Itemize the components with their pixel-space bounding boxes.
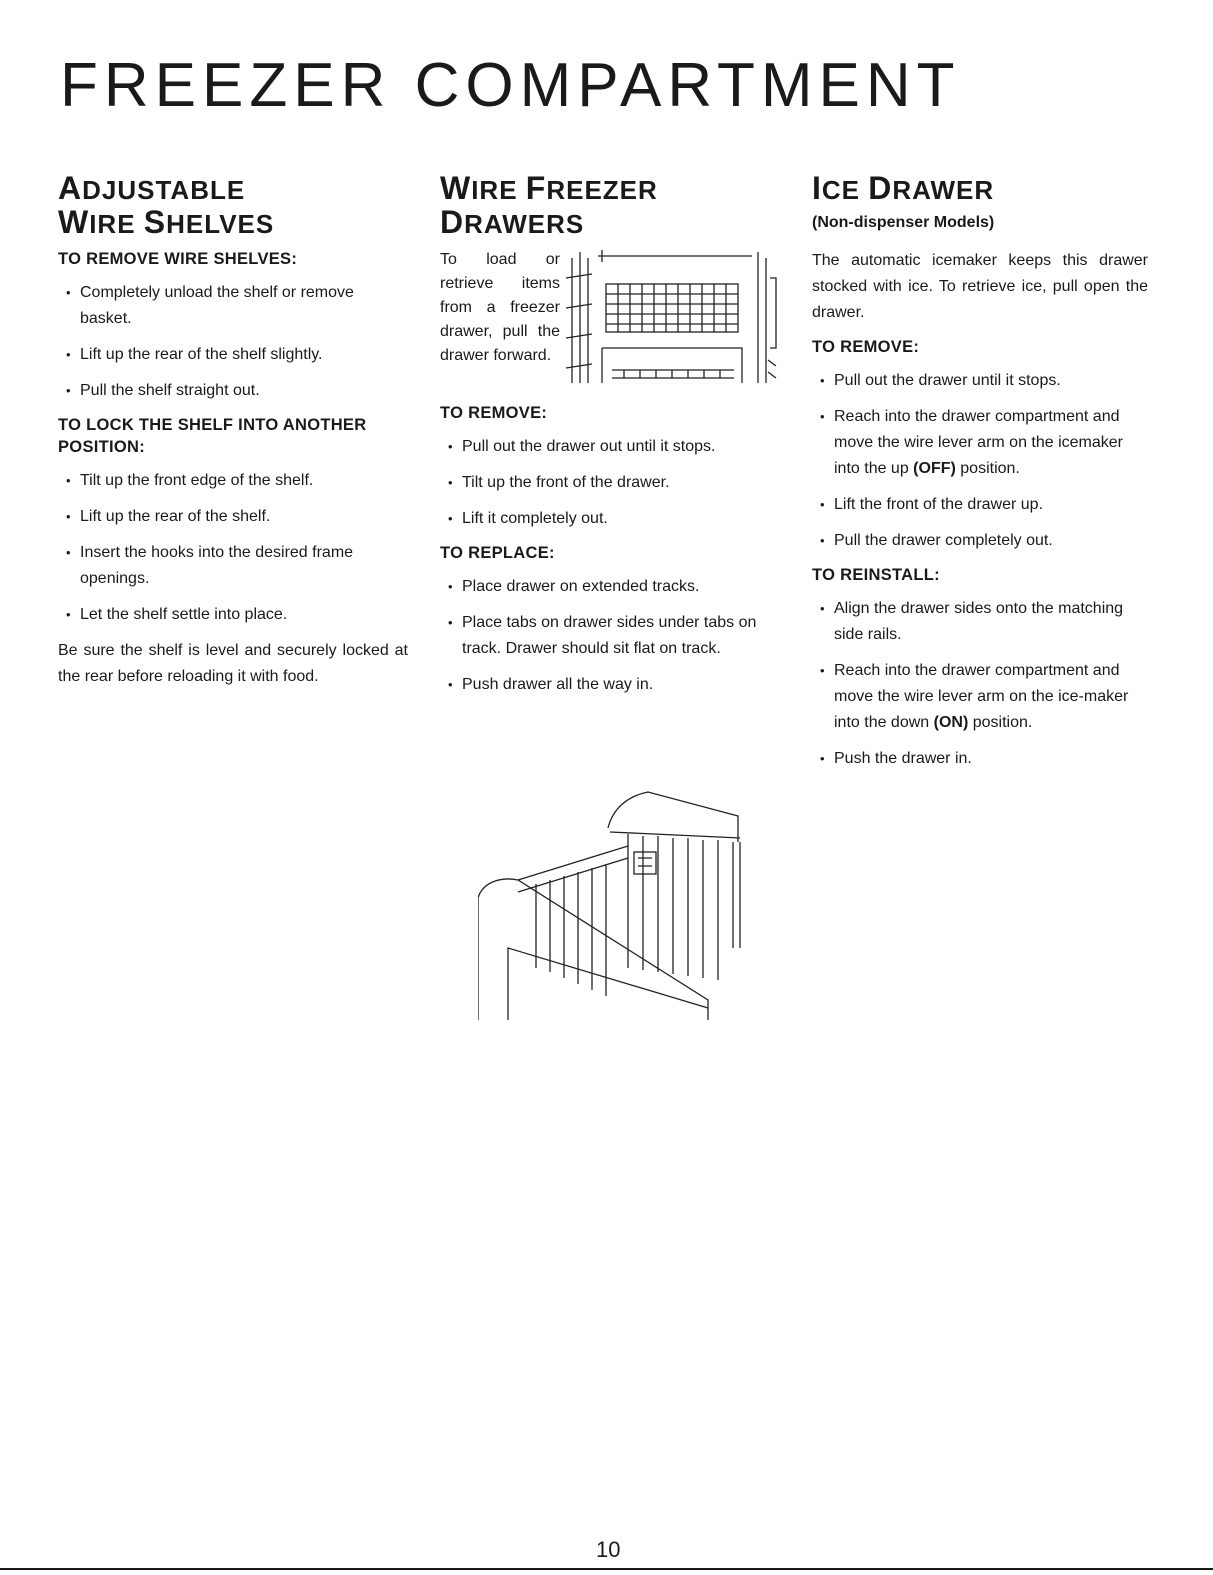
- page-title: FREEZER COMPARTMENT: [60, 51, 961, 120]
- list-item: • Pull out the drawer out until it stops.: [440, 434, 780, 460]
- list-item: • Place drawer on extended tracks.: [440, 574, 780, 600]
- list-item: • Let the shelf settle into place.: [58, 602, 408, 628]
- lock-shelf-heading: TO LOCK THE SHELF INTO ANOTHER POSITION:: [58, 416, 367, 456]
- page-number: 10: [596, 1537, 621, 1562]
- list-item: • Pull out the drawer until it stops.: [812, 368, 1148, 394]
- bottom-rule: [0, 1568, 1213, 1570]
- freezer-drawer-illustration: [562, 248, 782, 388]
- list-item: • Align the drawer sides onto the matching side rails.: [812, 596, 1148, 648]
- list-item: • Lift it completely out.: [440, 506, 780, 532]
- ice-drawer-section: [812, 172, 1148, 782]
- shelf-level-note: Be sure the shelf is level and securely locked at the rear before reloading it with food.: [58, 642, 408, 685]
- list-item: • Pull the drawer completely out.: [812, 528, 1148, 554]
- drawer-remove-heading: TO REMOVE:: [440, 404, 548, 422]
- ice-reinstall-steps: [812, 596, 1148, 772]
- ice-drawer-illustration: [478, 788, 798, 1020]
- adjustable-wire-shelves-section: [58, 172, 408, 700]
- list-item: • Lift up the rear of the shelf.: [58, 504, 408, 530]
- freezer-drawer-intro: To load or retrieve items from a freezer drawer, pull the drawer forward.: [440, 251, 560, 364]
- list-item: • Push the drawer in.: [812, 746, 1148, 772]
- list-item: • Completely unload the shelf or remove basket.: [58, 280, 408, 332]
- list-item: • Reach into the drawer compartment and move the wire lever arm on the ice-maker into the down (ON) position.: [812, 658, 1148, 736]
- ice-drawer-subtitle: (Non-dispenser Models): [812, 214, 995, 231]
- section-title-adjustable-wire-shelves: ADJUSTABLE WIRE SHELVES: [58, 170, 275, 240]
- section-title-ice-drawer: ICE DRAWER: [812, 170, 995, 206]
- remove-shelf-steps: [58, 280, 408, 404]
- list-item: • Insert the hooks into the desired frame openings.: [58, 540, 408, 592]
- drawer-remove-steps: [440, 434, 780, 532]
- ice-remove-steps: [812, 368, 1148, 554]
- list-item: • Reach into the drawer compartment and move the wire lever arm on the icemaker into the up (OFF) position.: [812, 404, 1148, 482]
- list-item: • Lift the front of the drawer up.: [812, 492, 1148, 518]
- ice-drawer-intro: The automatic icemaker keeps this drawer stocked with ice. To retrieve ice, pull open the drawer.: [812, 252, 1148, 321]
- list-item: • Lift up the rear of the shelf slightly.: [58, 342, 408, 368]
- list-item: • Place tabs on drawer sides under tabs on track. Drawer should sit flat on track.: [440, 610, 780, 662]
- list-item: • Tilt up the front edge of the shelf.: [58, 468, 408, 494]
- list-item: • Tilt up the front of the drawer.: [440, 470, 780, 496]
- lock-shelf-steps: [58, 468, 408, 628]
- ice-remove-heading: TO REMOVE:: [812, 338, 920, 356]
- list-item: • Pull the shelf straight out.: [58, 378, 408, 404]
- wire-freezer-drawers-section: [440, 172, 780, 708]
- section-title-wire-freezer-drawers: WIRE FREEZER DRAWERS: [440, 170, 658, 240]
- ice-reinstall-heading: TO REINSTALL:: [812, 566, 940, 584]
- drawer-replace-steps: [440, 574, 780, 698]
- drawer-replace-heading: TO REPLACE:: [440, 544, 555, 562]
- list-item: • Push drawer all the way in.: [440, 672, 780, 698]
- remove-wire-shelves-heading: TO REMOVE WIRE SHELVES:: [58, 250, 298, 268]
